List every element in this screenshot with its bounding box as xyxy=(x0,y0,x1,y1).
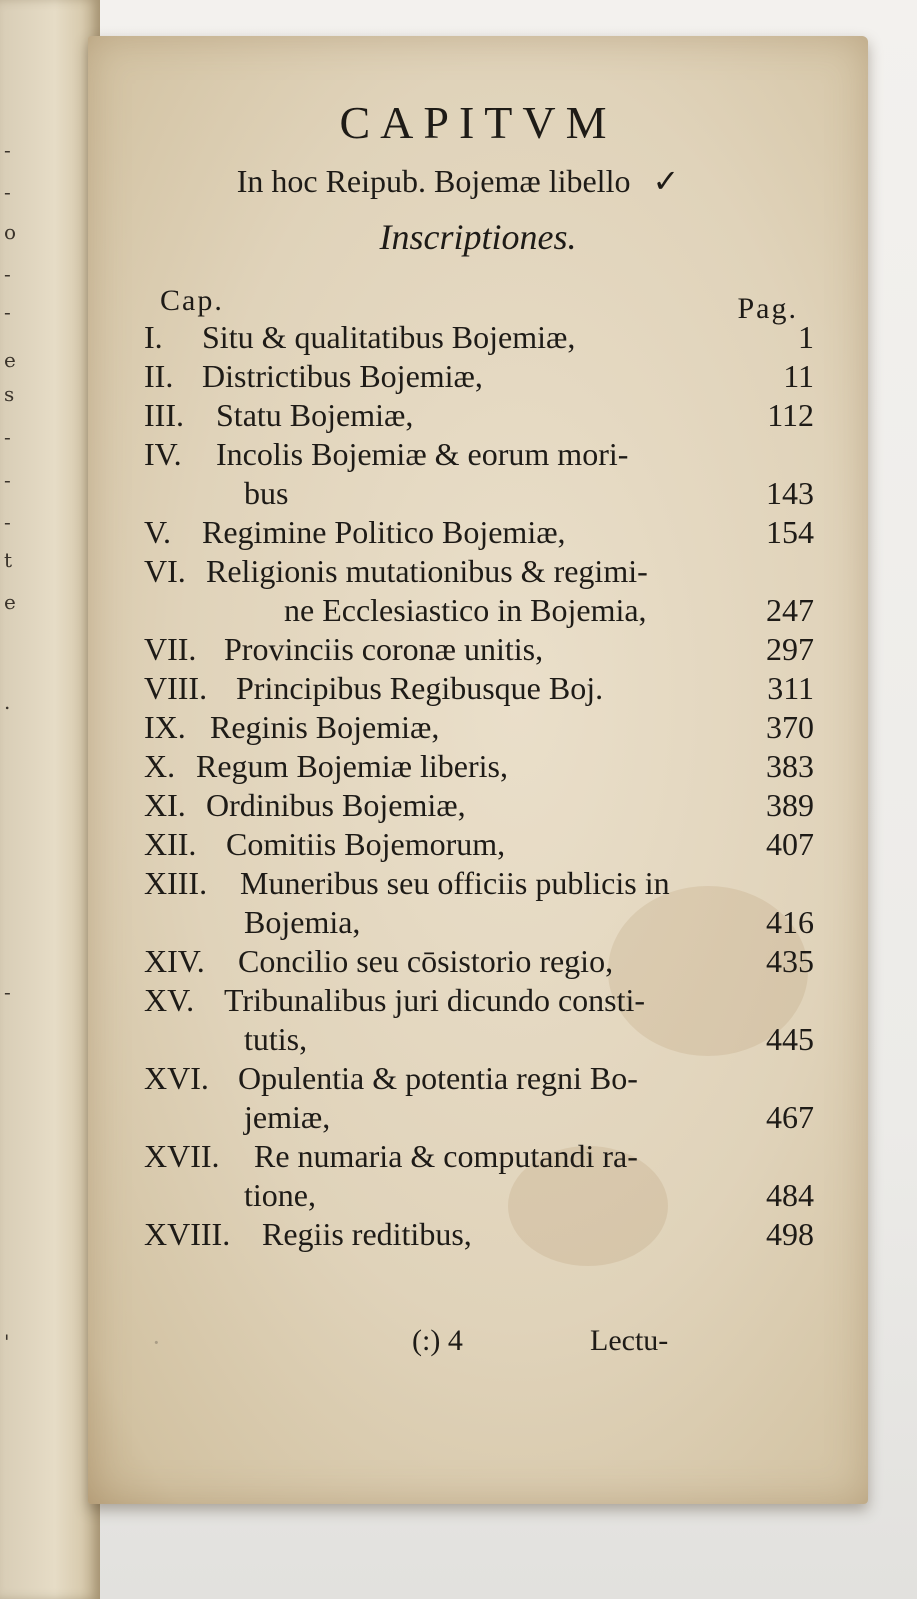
chapter-title-continuation: tutis, xyxy=(244,1021,308,1057)
chapter-number: VIII. xyxy=(144,670,208,706)
chapter-title: Regum Bojemiæ liberis, xyxy=(196,748,508,784)
page-number: 445 xyxy=(766,1021,814,1057)
page-number: 416 xyxy=(766,904,814,940)
toc-entry-continuation xyxy=(144,1176,814,1215)
page-number: 11 xyxy=(783,358,814,394)
chapter-title-continuation: tione, xyxy=(244,1177,316,1213)
left-page-fragment: - xyxy=(4,180,11,204)
chapter-title: Provinciis coronæ unitis, xyxy=(224,631,544,667)
chapter-number: XIII. xyxy=(144,865,208,901)
left-page-fragment: e xyxy=(4,348,16,372)
left-page-fragment: - xyxy=(4,262,11,286)
page-number: 1 xyxy=(798,319,814,355)
toc-entry xyxy=(144,1215,814,1254)
inscriptions-heading: Inscriptiones. xyxy=(379,217,577,257)
chapter-title: Incolis Bojemiæ & eorum mori- xyxy=(216,436,629,472)
page-number: 383 xyxy=(766,748,814,784)
chapter-title: Tribunalibus juri dicundo consti- xyxy=(224,982,646,1018)
left-page-fragment: . xyxy=(4,690,11,714)
chapter-number: IX. xyxy=(144,709,186,745)
page-number: 247 xyxy=(766,592,814,628)
left-page-text-fragments xyxy=(4,0,34,1599)
chapter-title: Situ & qualitatibus Bojemiæ, xyxy=(202,319,576,355)
chapter-number: XII. xyxy=(144,826,197,862)
toc-entry xyxy=(144,981,814,1020)
toc-entry xyxy=(144,1137,814,1176)
chapter-number: VI. xyxy=(144,553,186,589)
chapter-title: Comitiis Bojemorum, xyxy=(226,826,506,862)
toc-entry-continuation xyxy=(144,591,814,630)
toc-entry xyxy=(144,357,814,396)
chapter-title: Regiis reditibus, xyxy=(262,1216,472,1252)
chapter-title: Regimine Politico Bojemiæ, xyxy=(202,514,566,550)
chapter-number: V. xyxy=(144,514,171,550)
toc-entry xyxy=(144,864,814,903)
page-subtitle xyxy=(178,162,738,200)
chapter-title: Principibus Regibusque Boj. xyxy=(236,670,604,706)
page-number: 154 xyxy=(766,514,814,550)
toc-entry xyxy=(144,786,814,825)
page-number: 435 xyxy=(766,943,814,979)
column-header-page: Pag. xyxy=(737,292,798,325)
toc-entry-continuation xyxy=(144,1020,814,1059)
chapter-number: XVI. xyxy=(144,1060,209,1096)
page-number: 370 xyxy=(766,709,814,745)
left-page-fragment: e xyxy=(4,590,16,614)
toc-entry xyxy=(144,318,814,357)
toc-entry xyxy=(144,435,814,474)
chapter-number: XV. xyxy=(144,982,195,1018)
chapter-title-continuation: Bojemia, xyxy=(244,904,361,940)
chapter-title: Reginis Bojemiæ, xyxy=(210,709,440,745)
toc-entry xyxy=(144,825,814,864)
toc-entry-continuation xyxy=(144,903,814,942)
left-page-fragment: - xyxy=(4,138,11,162)
chapter-title: Re numaria & computandi ra- xyxy=(254,1138,638,1174)
left-page-fragment: o xyxy=(4,220,17,244)
page-number: 112 xyxy=(767,397,814,433)
toc-entry xyxy=(144,747,814,786)
column-header-chapter: Cap. xyxy=(160,284,224,317)
chapter-title: Districtibus Bojemiæ, xyxy=(202,358,483,394)
chapter-number: I. xyxy=(144,319,163,355)
chapter-title: Religionis mutationibus & regimi- xyxy=(206,553,648,589)
book-page xyxy=(88,36,868,1504)
page-number: 498 xyxy=(766,1216,814,1252)
chapter-number: IV. xyxy=(144,436,182,472)
left-page-fragment: s xyxy=(4,382,15,406)
chapter-number: X. xyxy=(144,748,176,784)
toc-entry xyxy=(144,630,814,669)
show-through-text: · xyxy=(152,1328,161,1357)
catchword: Lectu- xyxy=(590,1324,669,1357)
chapter-title: Ordinibus Bojemiæ, xyxy=(206,787,466,823)
chapter-number: VII. xyxy=(144,631,197,667)
toc-entry xyxy=(144,942,814,981)
chapter-number: XIV. xyxy=(144,943,205,979)
toc-entry-continuation xyxy=(144,474,814,513)
chapter-number: XVII. xyxy=(144,1138,220,1174)
toc-entry xyxy=(144,396,814,435)
toc-entry xyxy=(144,552,814,591)
chapter-title-continuation: jemiæ, xyxy=(244,1099,331,1135)
chapter-number: III. xyxy=(144,397,184,433)
table-of-contents xyxy=(144,318,814,1254)
toc-entry xyxy=(144,669,814,708)
chapter-title: Muneribus seu officiis publicis in xyxy=(240,865,670,901)
chapter-title: Statu Bojemiæ, xyxy=(216,397,414,433)
page-title: CAPITVM xyxy=(339,97,617,148)
subtitle-text: In hoc Reipub. Bojemæ libello xyxy=(236,163,631,199)
left-page-fragment: - xyxy=(4,425,11,449)
page-number: 297 xyxy=(766,631,814,667)
toc-entry xyxy=(144,708,814,747)
left-page-fragment: - xyxy=(4,468,11,492)
left-page-fragment: - xyxy=(4,980,11,1004)
page-number: 467 xyxy=(766,1099,814,1135)
page-number: 484 xyxy=(766,1177,814,1213)
signature-mark: (:) 4 xyxy=(412,1324,463,1357)
chapter-title: Opulentia & potentia regni Bo- xyxy=(238,1060,638,1096)
subtitle-mark: ✓ xyxy=(652,163,680,199)
left-page-fragment: ' xyxy=(4,1330,10,1354)
page-number: 389 xyxy=(766,787,814,823)
chapter-title-continuation: ne Ecclesiastico in Bojemia, xyxy=(284,592,647,628)
page-number: 311 xyxy=(767,670,814,706)
page-number: 407 xyxy=(766,826,814,862)
toc-entry xyxy=(144,513,814,552)
left-page-fragment: - xyxy=(4,510,11,534)
chapter-number: XVIII. xyxy=(144,1216,231,1252)
chapter-number: XI. xyxy=(144,787,186,823)
left-facing-page xyxy=(0,0,100,1599)
chapter-title-continuation: bus xyxy=(244,475,289,511)
page-number: 143 xyxy=(766,475,814,511)
chapter-number: II. xyxy=(144,358,174,394)
toc-entry-continuation xyxy=(144,1098,814,1137)
chapter-title: Concilio seu cōsistorio regio, xyxy=(238,943,614,979)
left-page-fragment: t xyxy=(4,548,13,572)
left-page-fragment: - xyxy=(4,300,11,324)
toc-entry xyxy=(144,1059,814,1098)
